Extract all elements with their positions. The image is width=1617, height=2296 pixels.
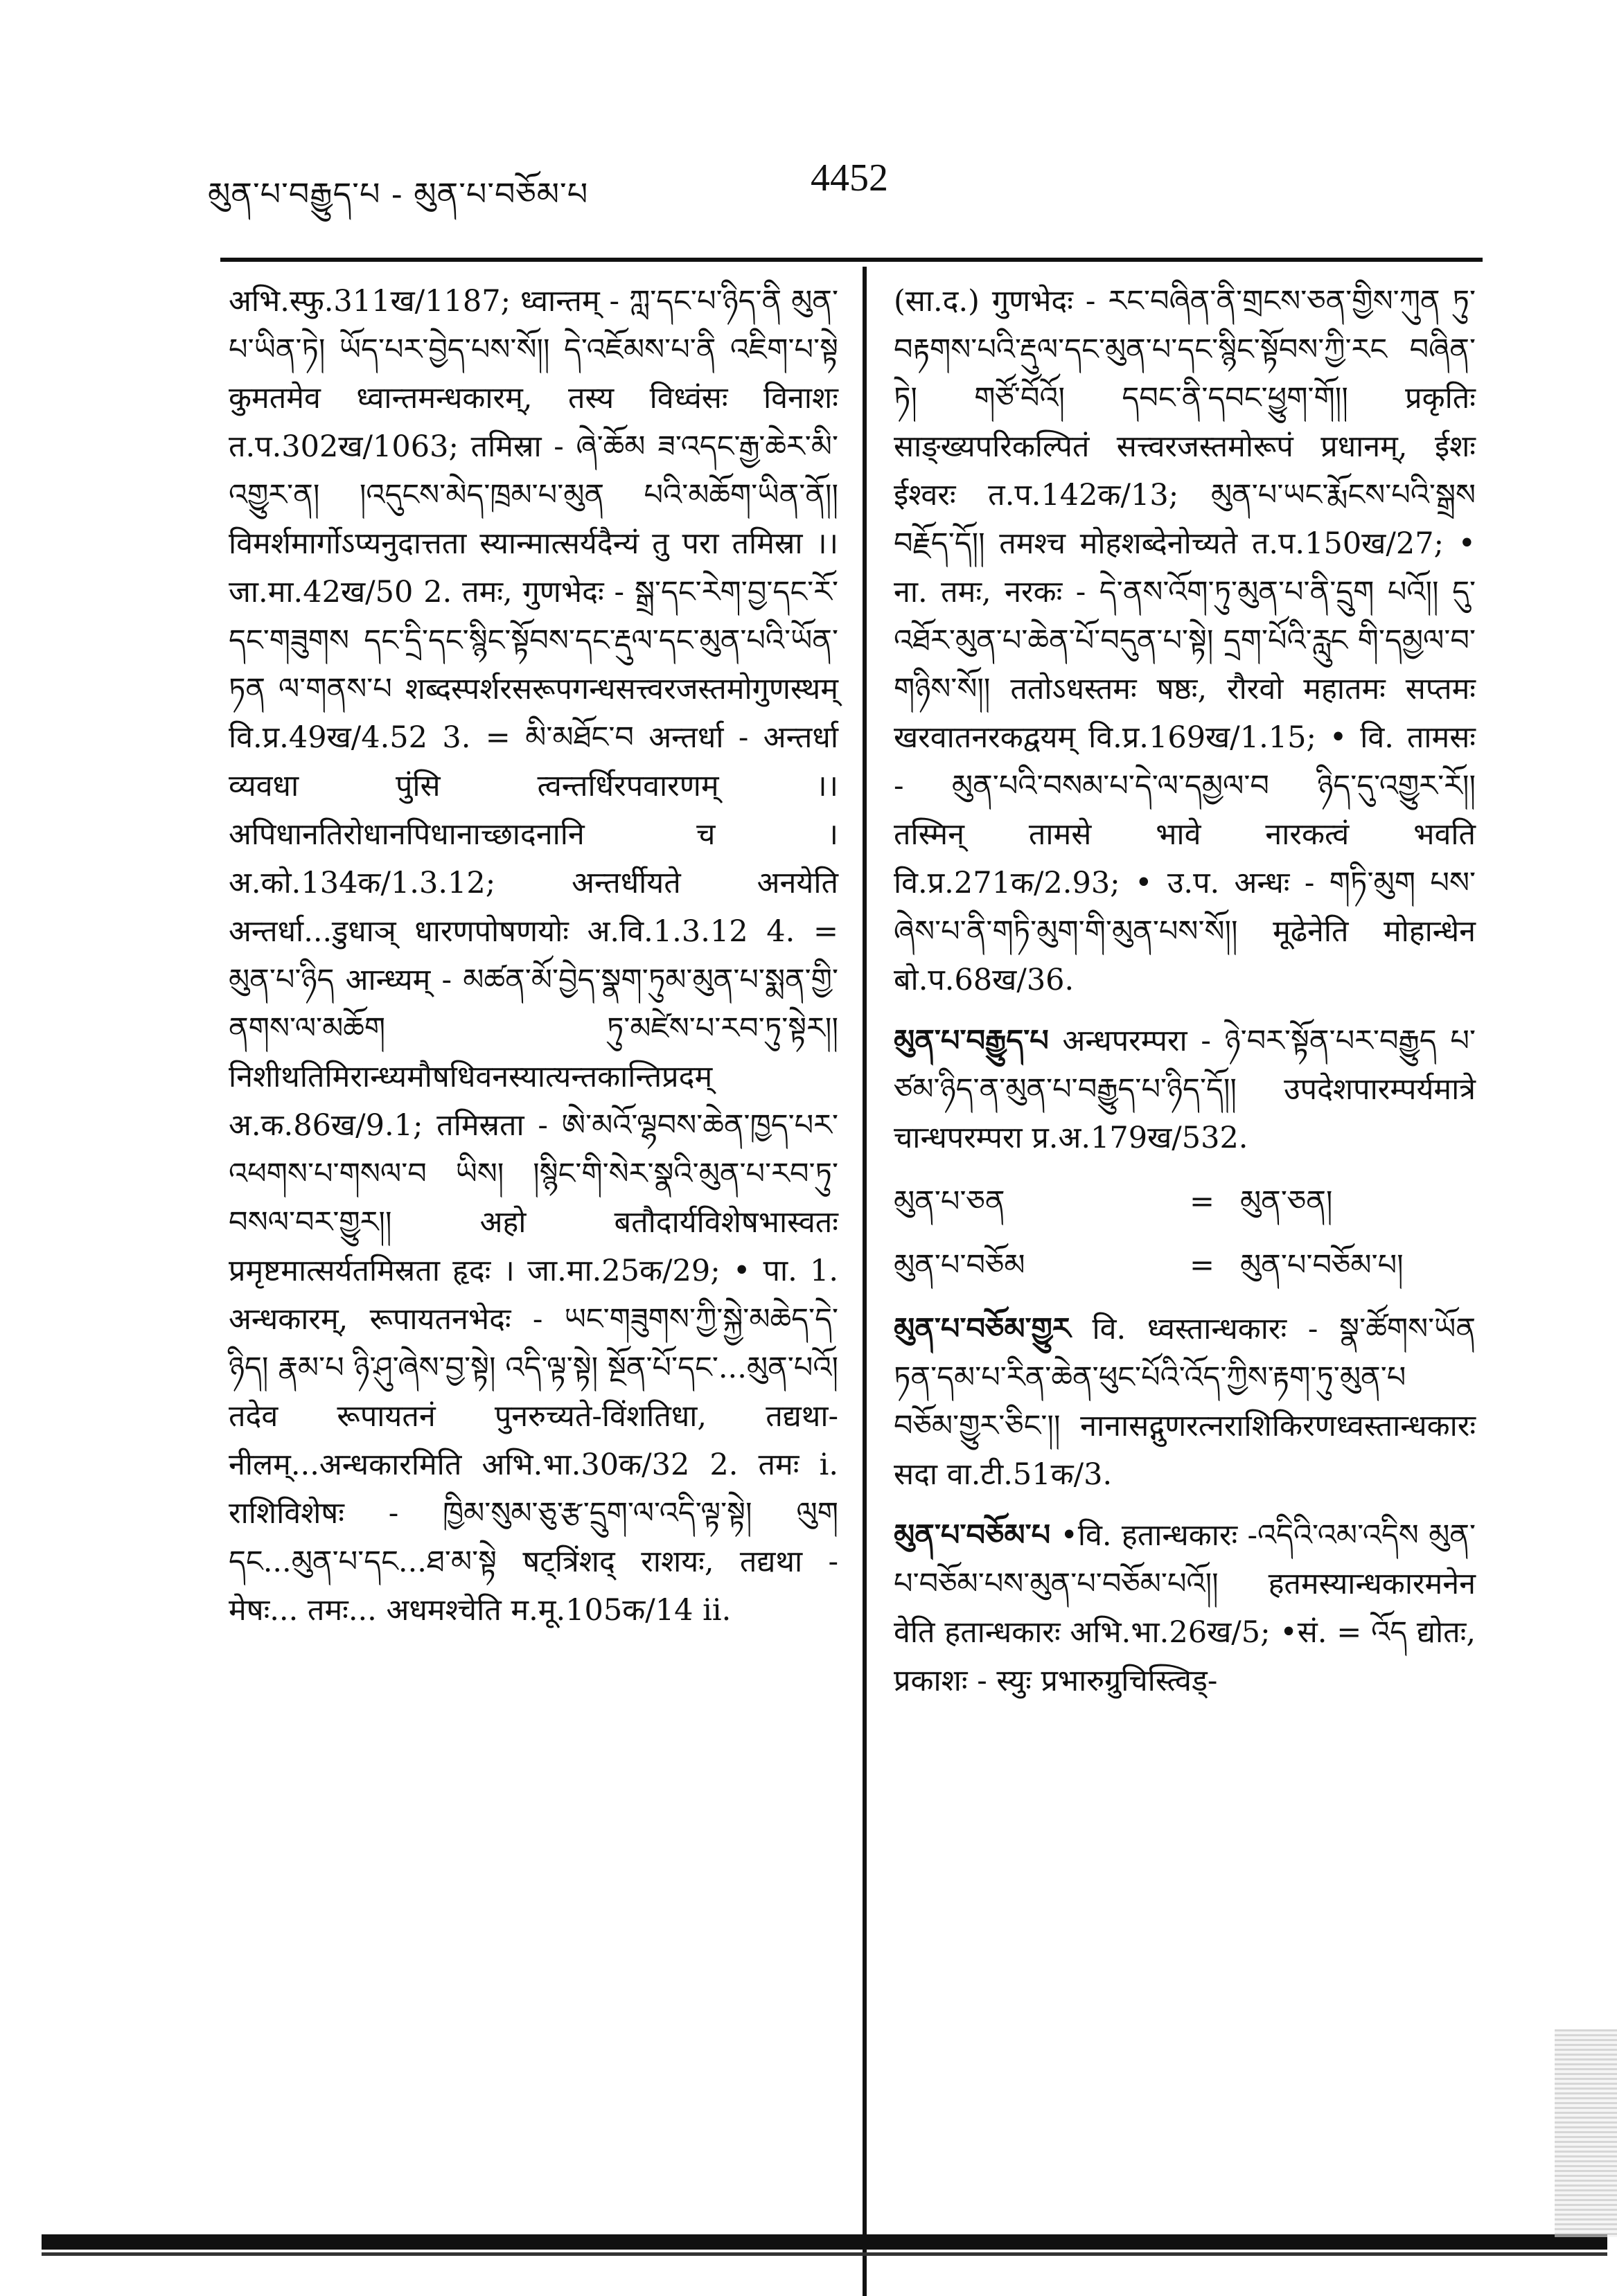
entry-text: •वि. हतान्धकारः -འདིའི་འམ་འདིས མུན་པ་བཅོམ་པས་མུན་པ་བཅོམ་པའོ།། हतमस्यान्धकारमनेन वेति हतान्धकारः अभि.भा.26ख/5; •सं. = འོད द्योतः, प्रकाशः - स्युः प्रभारुग्रुचिस्त्विड्- <box>894 1518 1476 1698</box>
entry-headword: མུན་པ་བརྒྱུད་པ <box>894 1024 1049 1058</box>
equivalence-left: མུན་པ་ཅན <box>894 1184 1005 1219</box>
entry <box>894 1511 1476 1705</box>
header-rule <box>220 258 1483 262</box>
equivalence-row <box>894 1241 1476 1290</box>
right-column <box>894 277 1476 1718</box>
entry-headword: མུན་པ་བཅོམ་གྱུར <box>894 1312 1071 1346</box>
right-column-text: (सा.द.) गुणभेदः - རང་བཞིན་ནི་གྲངས་ཅན་གྱིས་ཀུན ཏུ་བརྟགས་པའི་རྡུལ་དང་མུན་པ་དང་སྙིང་སྟོབས་ཀྱི་རང བཞིན་ཏེ། གཙོ་བོའོ། དབང་ནི་དབང་ཕྱུག་གོ།། प्रकृतिः साङ्ख्यपरिकल्पितं सत्त्वरजस्तमोरूपं प्रधानम्, ईशः ईश्वरः त.प.142क/13; མུན་པ་ཡང་རྨོངས་པའི་སྒྲས བརྗོད་དོ།། तमश्च मोहशब्देनोच्यते त.प.150ख/27; • ना. तमः, नरकः - དེ་ནས་འོག་ཏུ་མུན་པ་ནི་དྲུག པའོ།། དུ་འཐོར་མུན་པ་ཆེན་པོ་བདུན་པ་སྟེ། དྲག་པོའི་རླུང གི་དམྱལ་བ་གཉིས་སོ།། ततोऽधस्तमः षष्ठः, रौरवो महातमः सप्तमः खरवातनरकद्वयम् वि.प्र.169ख/1.15; • वि. तामसः - མུན་པའི་བསམ་པ་དེ་ལ་དམྱལ་བ ཉིད་དུ་འགྱུར་རོ།། तस्मिन् तामसे भावे नारकत्वं भवति वि.प्र.271क/2.93; • उ.प. अन्धः - གཏི་མུག པས་ཞེས་པ་ནི་གཏི་མུག་གི་མུན་པས་སོ།། मूढेनेति मोहान्धेन बो.प.68ख/36. <box>894 284 1476 997</box>
equivalence-sign: = <box>1189 1248 1215 1283</box>
entry <box>894 1305 1476 1499</box>
left-column-text: अभि.स्फु.311ख/1187; ध्वान्तम् - ཀླ་དང་པ་ཉིད་ནི མུན་པ་ཡིན་ཏེ། ཡོད་པར་བྱེད་པས་སོ།། དེ་འཇོམས་པ་ནི འཇིག་པ་སྟེ कुमतमेव ध्वान्तमन्धकारम्, तस्य विध्वंसः विनाशः त.प.302ख/1063; तमिस्रा - ཞེ་ཆོམ ཟ་འདང་རྒྱ་ཆེར་མི་འགྱུར་ན། །འདུངས་མེད་ཁྲམ་པ་མུན པའི་མཆོག་ཡིན་ནོ།། विमर्शमार्गोऽप्यनुदात्तता स्यान्मात्सर्यदैन्यं तु परा तमिस्रा ।। जा.मा.42ख/50 2. तमः, गुणभेदः - སྒྲ་དང་རེག་བྱ་དང་རོ་དང་གཟུགས དང་དྲི་དང་སྙིང་སྟོབས་དང་རྡུལ་དང་མུན་པའི་ཡོན་ཏན ལ་གནས་པ शब्दस्पर्शरसरूपगन्धसत्त्वरजस्तमोगुणस्थम् वि.प्र.49ख/4.52 3. = མི་མཐོང་བ अन्तर्धा - अन्तर्धा व्यवधा पुंसि त्वन्तर्धिरपवारणम् ।। अपिधानतिरोधानपिधानाच्छादनानि च । अ.को.134क/1.3.12; अन्तर्धीयते अनयेति अन्तर्धा...डुधाञ् धारणपोषणयोः अ.वि.1.3.12 4. = མུན་པ་ཉིད आन्ध्यम् - མཚན་མོ་བྱེད་སྣག་ཏུམ་མུན་པ་སྨན་གྱི་ནགས་ལ་མཆོག ཏུ་མཛེས་པ་རབ་ཏུ་སྟེར།། निशीथतिमिरान्ध्यमौषधिवनस्यात्यन्तकान्तिप्रदम् अ.क.86ख/9.1; तमिस्रता - ཨེ་མའོ་ལྷབས་ཆེན་ཁྱད་པར་འཕགས་པ་གསལ་བ ཡིས། །སྙིང་གི་སེར་སྣའི་མུན་པ་རབ་ཏུ་བསལ་བར་གྱུར།། अहो बतौदार्यविशेषभास्वतः प्रमृष्टमात्सर्यतमिस्रता हृदः । जा.मा.25क/29; • पा. 1. अन्धकारम्, रूपायतनभेदः - ཡང་གཟུགས་ཀྱི་སྐྱེ་མཆེད་དེ་ཉིད། རྣམ་པ ཉི་ཤུ་ཞེས་བྱ་སྟེ། འདི་ལྟ་སྟེ། སྔོན་པོ་དང་...མུན་པའོ། तदेव रूपायतनं पुनरुच्यते-विंशतिधा, तद्यथा-नीलम्...अन्धकारमिति अभि.भा.30क/32 2. तमः i. राशिविशेषः - ཁྱིམ་སུམ་ཅུ་རྩ་དྲུག་ལ་འདི་ལྟ་སྟེ། ལུག དང...མུན་པ་དང...ཐ་མ་སྟེ षट्त्रिंशद् राशयः, तद्यथा - मेषः... तमः... अधमश्चेति म.मू.105क/14 ii. <box>229 284 838 1628</box>
entry-text: अन्धपरम्परा - ཉེ་བར་སྟོན་པར་བརྒྱུད པ་ཙམ་ཉིད་ན་མུན་པ་བརྒྱུད་པ་ཉིད་དོ།། उपदेशपारम्पर्यमात्रे चान्धपरम्परा प्र.अ.179ख/532. <box>894 1024 1476 1155</box>
equivalence-right: མུན་ཅན། <box>1240 1184 1333 1219</box>
running-header: མུན་པ་བརྒྱུད་པ - མུན་པ་བཅོམ་པ <box>208 175 589 213</box>
equivalence-right: མུན་པ་བཅོམ་པ། <box>1240 1248 1404 1283</box>
entry-text: वि. ध्वस्तान्धकारः - སྣ་ཚོགས་ཡོན ཏན་དམ་པ་རིན་ཆེན་ཕུང་པོའི་འོད་ཀྱིས་རྟག་ཏུ་མུན་པ བཅོམ་གྱུར་ཅིང་།། नानासद्गुणरत्नराशिकिरणध्वस्तान्धकारः सदा वा.टी.51क/3. <box>894 1312 1476 1492</box>
page-number: 4452 <box>811 157 888 199</box>
column-divider <box>863 267 867 2296</box>
entry <box>894 1017 1476 1162</box>
bottom-border-thin <box>42 2252 1607 2256</box>
equivalence-row <box>894 1177 1476 1226</box>
entry-headword: མུན་པ་བཅོམ་པ <box>894 1518 1051 1553</box>
equivalence-sign: = <box>1189 1184 1215 1219</box>
bottom-border <box>42 2234 1607 2250</box>
equivalence-left: མུན་པ་བཅོམ <box>894 1248 1025 1283</box>
page-edge-shadow <box>1555 2029 1617 2237</box>
left-column <box>229 277 838 1647</box>
